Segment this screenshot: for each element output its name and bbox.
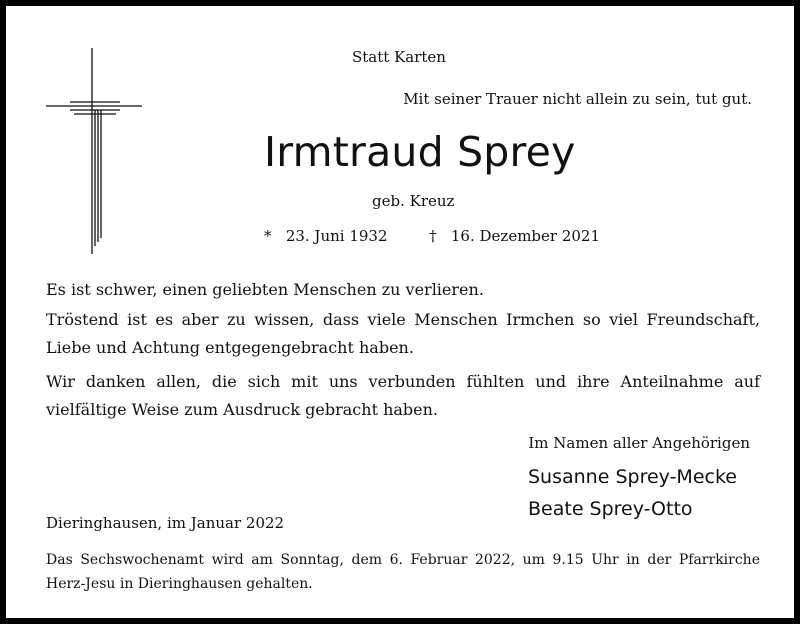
signature-name-2: Beate Sprey-Otto	[528, 498, 693, 520]
cross-icon	[46, 48, 142, 258]
life-dates	[264, 227, 600, 245]
signature-name-1: Susanne Sprey-Mecke	[528, 466, 737, 488]
signature-intro: Im Namen aller Angehörigen	[528, 434, 750, 452]
statt-karten-label: Statt Karten	[352, 48, 446, 66]
death-symbol: †	[429, 227, 437, 245]
paragraph-3: Wir danken allen, die sich mit uns verbunden fühlten und ihre Anteilnahme auf vielfältige Weise zum Ausdruck gebracht haben.	[46, 372, 760, 419]
deceased-name: Irmtraud Sprey	[264, 128, 576, 176]
paragraph-2: Tröstend ist es aber zu wissen, dass viele Menschen Irmchen so viel Freundschaft, Liebe und Achtung entgegengebracht haben.	[46, 310, 760, 357]
birth-date: 23. Juni 1932	[285, 227, 388, 245]
birth-name: geb. Kreuz	[372, 192, 455, 210]
service-note: Das Sechswochenamt wird am Sonntag, dem 6. Februar 2022, um 9.15 Uhr in der Pfarrkirche Herz-Jesu in Dieringhausen gehalten.	[46, 552, 760, 592]
paragraph-1: Es ist schwer, einen geliebten Menschen zu verlieren.	[46, 280, 484, 299]
motto-text: Mit seiner Trauer nicht allein zu sein, tut gut.	[403, 90, 752, 108]
place-date: Dieringhausen, im Januar 2022	[46, 514, 285, 532]
birth-symbol: *	[264, 227, 272, 245]
death-date: 16. Dezember 2021	[450, 227, 601, 245]
